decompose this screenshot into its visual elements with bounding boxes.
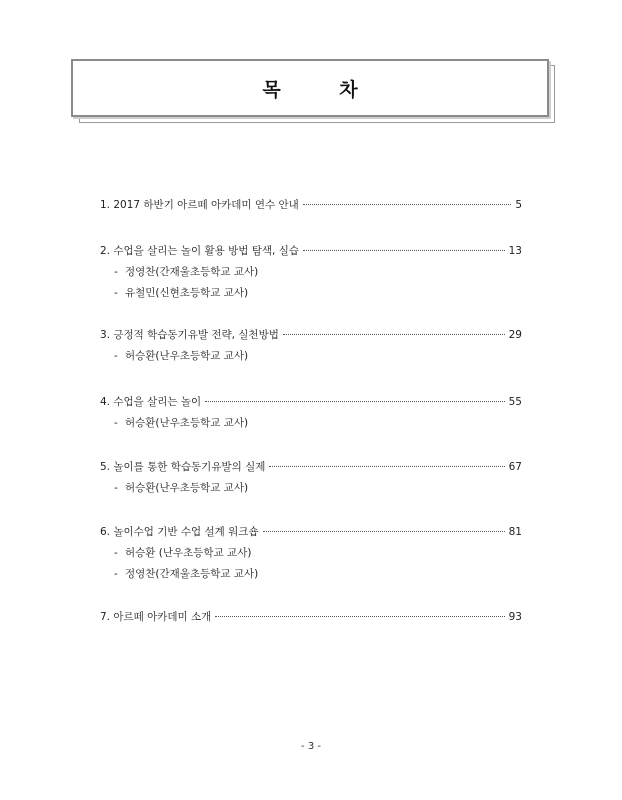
- dash-marker: -: [114, 350, 118, 362]
- toc-page-number: 55: [508, 396, 522, 408]
- toc-entry-line: [100, 459, 522, 475]
- toc-author: [100, 545, 522, 561]
- page-footer: - 3 -: [301, 741, 321, 752]
- toc-author: [100, 415, 522, 431]
- author-name: 허승환(난우초등학교 교사): [125, 350, 249, 362]
- dash-marker: -: [114, 568, 118, 580]
- dash-marker: -: [114, 287, 118, 299]
- toc-author: [100, 566, 522, 582]
- toc-entry-title: 7. 아르떼 아카데미 소개: [100, 611, 212, 623]
- dot-leader: [205, 401, 504, 402]
- toc-entry-6: [100, 524, 522, 582]
- toc-entry-title: 3. 긍정적 학습동기유발 전략, 실천방법: [100, 329, 279, 341]
- toc-entry-line: [100, 327, 522, 343]
- author-name: 정영찬(간재울초등학교 교사): [125, 568, 259, 580]
- toc-page-number: 67: [508, 461, 522, 473]
- toc-author: [100, 348, 522, 364]
- dash-marker: -: [114, 417, 118, 429]
- dash-marker: -: [114, 266, 118, 278]
- author-name: 유철민(신현초등학교 교사): [125, 287, 249, 299]
- toc-author: [100, 264, 522, 280]
- toc-entry-7: [100, 609, 522, 625]
- dot-leader: [215, 616, 504, 617]
- toc-entry-title: 6. 놀이수업 기반 수업 설계 워크숍: [100, 526, 259, 538]
- dash-marker: -: [114, 482, 118, 494]
- toc-entry-line: [100, 524, 522, 540]
- toc-entry-4: [100, 394, 522, 431]
- toc-page-number: 93: [508, 611, 522, 623]
- author-name: 정영찬(간재울초등학교 교사): [125, 266, 259, 278]
- author-name: 허승환(난우초등학교 교사): [125, 482, 249, 494]
- toc-entry-line: [100, 243, 522, 259]
- page-title: 목 차: [262, 78, 384, 101]
- dot-leader: [283, 334, 505, 335]
- toc-page-number: 13: [508, 245, 522, 257]
- toc-page-number: 5: [515, 199, 522, 211]
- author-name: 허승환(난우초등학교 교사): [125, 417, 249, 429]
- toc-entry-3: [100, 327, 522, 364]
- toc-entry-line: [100, 609, 522, 625]
- toc-entry-2: [100, 243, 522, 301]
- title-box: [71, 59, 549, 117]
- toc-entry-title: 1. 2017 하반기 아르떼 아카데미 연수 안내: [100, 199, 299, 211]
- toc-entry-title: 5. 놀이를 통한 학습동기유발의 실제: [100, 461, 266, 473]
- toc-page-number: 81: [508, 526, 522, 538]
- toc-entry-title: 4. 수업을 살리는 놀이: [100, 396, 202, 408]
- toc-page-number: 29: [508, 329, 522, 341]
- dot-leader: [263, 531, 505, 532]
- toc-entry-line: [100, 197, 522, 213]
- dot-leader: [269, 466, 504, 467]
- author-name: 허승환 (난우초등학교 교사): [125, 547, 252, 559]
- toc-entry-5: [100, 459, 522, 496]
- toc-author: [100, 480, 522, 496]
- toc-entry-title: 2. 수업을 살리는 놀이 활용 방법 탐색, 실습: [100, 245, 300, 257]
- toc-entry-1: [100, 197, 522, 213]
- toc-author: [100, 285, 522, 301]
- toc-entry-line: [100, 394, 522, 410]
- dash-marker: -: [114, 547, 118, 559]
- dot-leader: [303, 250, 505, 251]
- dot-leader: [303, 204, 512, 205]
